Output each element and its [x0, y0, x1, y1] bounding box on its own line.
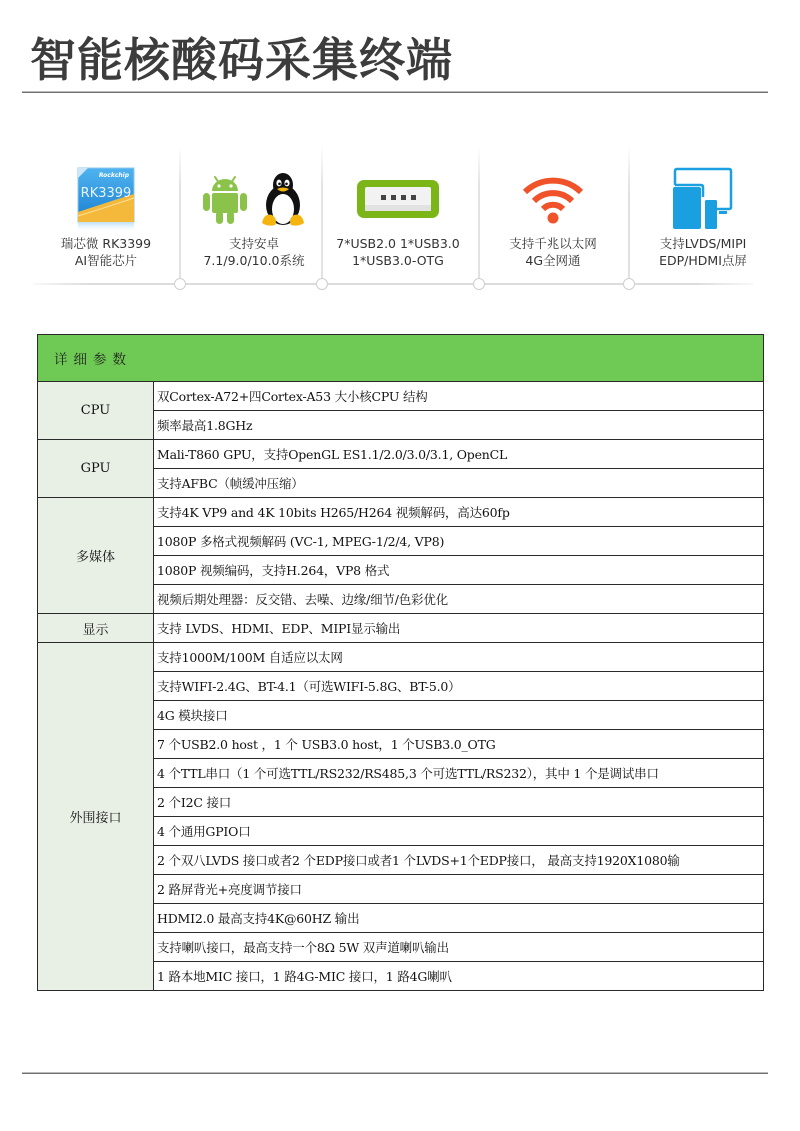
feature-os [181, 145, 327, 283]
spec-value: 支持 LVDS、HDMI、EDP、MIPI显示输出 [154, 614, 764, 643]
feature-label-line1: 支持千兆以太网 [509, 236, 597, 251]
feature-label-line1: 支持LVDS/MIPI [659, 236, 747, 251]
feature-display [630, 145, 776, 283]
svg-text:Rockchip: Rockchip [98, 172, 129, 179]
spec-value: 支持4K VP9 and 4K 10bits H265/H264 视频解码，高达60fp [154, 498, 764, 527]
feature-label-line1: 支持安卓 [228, 236, 279, 251]
spec-category-cpu: CPU [38, 382, 154, 440]
feature-label-line2: 4G全网通 [525, 253, 581, 268]
wifi-icon [521, 174, 585, 224]
feature-strip [33, 145, 763, 285]
page-title: 智能核酸码采集终端 [30, 33, 453, 87]
table-row [38, 614, 764, 643]
feature-label-line1: 瑞芯微 RK3399 [60, 236, 152, 251]
spec-value: 双Cortex-A72+四Cortex-A53 大小核CPU 结构 [154, 382, 764, 411]
spec-value: 支持喇叭接口，最高支持一个8Ω 5W 双声道喇叭输出 [154, 933, 764, 962]
linux-tux-icon [258, 171, 308, 227]
rockchip-rk3399-chip-icon [76, 166, 136, 232]
spec-value: 1 路本地MIC 接口，1 路4G-MIC 接口，1 路4G喇叭 [154, 962, 764, 991]
spec-value: 支持1000M/100M 自适应以太网 [154, 643, 764, 672]
spec-value: 频率最高1.8GHz [154, 411, 764, 440]
feature-chip [33, 145, 179, 283]
spec-category-display: 显示 [38, 614, 154, 643]
android-icon [200, 173, 250, 225]
feature-network [480, 145, 626, 283]
spec-table-header: 详细参数 [38, 335, 764, 382]
spec-value: 1080P 多格式视频解码 (VC-1, MPEG-1/2/4, VP8) [154, 527, 764, 556]
spec-value: 7 个USB2.0 host ，1 个 USB3.0 host，1 个USB3.0_OTG [154, 730, 764, 759]
spec-table [37, 334, 764, 991]
feature-label-line1: 7*USB2.0 1*USB3.0 [336, 236, 460, 251]
spec-value: 视频后期处理器：反交错、去噪、边缘/细节/色彩优化 [154, 585, 764, 614]
feature-baseline [33, 283, 753, 285]
spec-value: 1080P 视频编码，支持H.264，VP8 格式 [154, 556, 764, 585]
feature-label-line2: AI智能芯片 [74, 253, 138, 268]
spec-value: 4 个TTL串口（1 个可选TTL/RS232/RS485,3 个可选TTL/RS232），其中 1 个是调试串口 [154, 759, 764, 788]
table-row [38, 382, 764, 411]
spec-value: 支持AFBC（帧缓冲压缩） [154, 469, 764, 498]
footer-divider [22, 1072, 768, 1074]
spec-category-peripherals: 外围接口 [38, 643, 154, 991]
table-row [38, 440, 764, 469]
title-divider [22, 91, 768, 93]
spec-value: Mali-T860 GPU，支持OpenGL ES1.1/2.0/3.0/3.1, OpenCL [154, 440, 764, 469]
feature-label-line2: EDP/HDMI点屏 [659, 253, 747, 268]
spec-category-multimedia: 多媒体 [38, 498, 154, 614]
feature-usb [325, 145, 471, 283]
feature-label-line2: 7.1/9.0/10.0系统 [203, 253, 305, 268]
feature-label-line2: 1*USB3.0-OTG [352, 253, 444, 268]
table-row [38, 643, 764, 672]
spec-category-gpu: GPU [38, 440, 154, 498]
usb-port-icon [356, 179, 440, 219]
multi-display-icon [671, 167, 735, 231]
spec-value: 4 个通用GPIO口 [154, 817, 764, 846]
table-row [38, 498, 764, 527]
spec-value: 2 路屏背光+亮度调节接口 [154, 875, 764, 904]
spec-table-header-row [38, 335, 764, 382]
spec-value: 2 个双八LVDS 接口或者2 个EDP接口或者1 个LVDS+1个EDP接口， 最高支持1920X1080输 [154, 846, 764, 875]
spec-value: 4G 模块接口 [154, 701, 764, 730]
spec-value: 支持WIFI-2.4G、BT-4.1（可选WIFI-5.8G、BT-5.0） [154, 672, 764, 701]
spec-value: HDMI2.0 最高支持4K@60HZ 输出 [154, 904, 764, 933]
svg-text:RK3399: RK3399 [80, 186, 132, 201]
spec-value: 2 个I2C 接口 [154, 788, 764, 817]
